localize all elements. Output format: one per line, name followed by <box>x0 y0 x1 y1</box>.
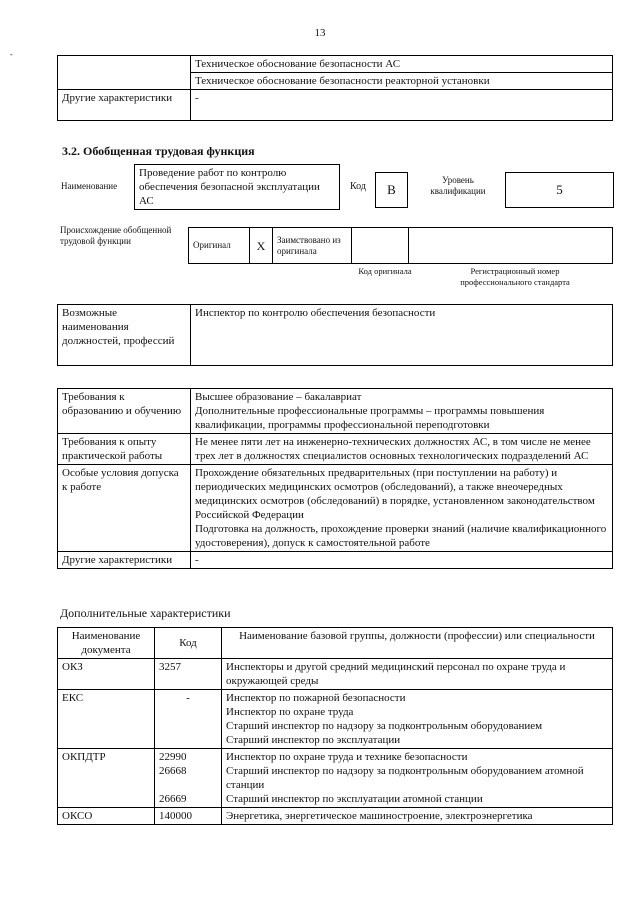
name-cell <box>222 690 613 749</box>
additional-title: Дополнительные характеристики <box>60 606 231 620</box>
name-line: Энергетика, энергетическое машиностроение, электроэнергетика <box>226 810 533 822</box>
requirement-label: Особые условия допуска к работе <box>58 465 191 552</box>
code-cell <box>155 808 222 825</box>
header-code: Код <box>155 628 222 659</box>
name-line: Старший инспектор по эксплуатации <box>226 734 401 746</box>
margin-mark: - <box>10 50 13 59</box>
origin-table <box>188 227 613 264</box>
requirement-line: - <box>195 554 199 566</box>
top-table-cell: Техническое обоснование безопасности АС <box>191 56 613 73</box>
name-line: Старший инспектор по надзору за подконтрольным оборудованием <box>226 720 543 732</box>
name-label: Наименование <box>61 181 118 191</box>
reg-number-caption: Регистрационный номер профессионального стандарта <box>460 266 570 287</box>
name-line: Инспектор по охране труда <box>226 706 354 718</box>
name-cell <box>222 749 613 808</box>
requirements-table <box>57 388 613 569</box>
positions-label: Возможные наименования должностей, профессий <box>58 305 191 366</box>
name-line: Старший инспектор по эксплуатации атомной станции <box>226 793 483 805</box>
top-table-empty-cell <box>58 73 191 90</box>
code-cell <box>155 690 222 749</box>
origin-label: Происхождение обобщенной трудовой функции <box>60 225 172 246</box>
additional-table <box>57 627 613 825</box>
name-value: Проведение работ по контролю обеспечения безопасной эксплуатации АС <box>134 164 340 210</box>
requirement-value <box>191 465 613 552</box>
top-table <box>57 55 613 121</box>
name-line: Старший инспектор по надзору за подконтрольным оборудованием атомной станции <box>226 765 584 791</box>
top-table-empty-cell <box>58 56 191 73</box>
code-line: 26669 <box>159 793 187 805</box>
positions-table <box>57 304 613 366</box>
level-label: Уровень квалификации <box>430 175 486 196</box>
requirement-label: Другие характеристики <box>58 552 191 569</box>
requirement-label: Требования к опыту практической работы <box>58 434 191 465</box>
requirement-line: Прохождение обязательных предварительных (при поступлении на работу) и периодических медицинских осмотров (обследований), а также внеочередных медицинских осмотров (обследований) в порядке, установленном законодательством Российской Федерации <box>195 467 595 521</box>
page-number: 13 <box>314 27 326 39</box>
section-title: 3.2. Обобщенная трудовая функция <box>62 144 255 158</box>
doc-cell: ОКСО <box>58 808 155 825</box>
code-cell <box>155 749 222 808</box>
top-table-cell: - <box>191 90 613 121</box>
header-doc: Наименование документа <box>58 628 155 659</box>
code-line: 3257 <box>159 661 181 673</box>
doc-cell: ЕКС <box>58 690 155 749</box>
name-line: Инспекторы и другой средний медицинский персонал по охране труда и окружающей среды <box>226 661 566 687</box>
requirement-label: Требования к образованию и обучению <box>58 389 191 434</box>
code-line: 140000 <box>159 810 192 822</box>
header-name: Наименование базовой группы, должности (профессии) или специальности <box>222 628 613 659</box>
positions-value: Инспектор по контролю обеспечения безопасности <box>191 305 613 366</box>
code-value: B <box>375 172 408 208</box>
original-label: Оригинал <box>189 228 250 264</box>
requirement-line: Не менее пяти лет на инженерно-технических должностях АС, в том числе не менее трех лет в должностях специалистов основных технологических подразделений АС <box>195 436 591 462</box>
doc-cell: ОКЗ <box>58 659 155 690</box>
requirement-value <box>191 552 613 569</box>
reg-number-cell <box>409 228 613 264</box>
name-cell <box>222 808 613 825</box>
name-line: Инспектор по пожарной безопасности <box>226 692 406 704</box>
requirement-line: Дополнительные профессиональные программы – программы повышения квалификации, программы профессиональной переподготовки <box>195 405 545 431</box>
borrowed-label: Заимствовано из оригинала <box>273 228 352 264</box>
code-original-cell <box>352 228 409 264</box>
code-line: 22990 <box>159 751 187 763</box>
original-mark: X <box>250 228 273 264</box>
doc-cell: ОКПДТР <box>58 749 155 808</box>
top-table-cell: Техническое обоснование безопасности реакторной установки <box>191 73 613 90</box>
code-original-caption: Код оригинала <box>358 266 412 276</box>
requirement-value <box>191 434 613 465</box>
name-line: Инспектор по охране труда и технике безопасности <box>226 751 468 763</box>
code-label: Код <box>350 181 366 192</box>
top-table-label: Другие характеристики <box>58 90 191 121</box>
level-value: 5 <box>505 172 614 208</box>
code-line: - <box>186 692 190 704</box>
code-line <box>159 778 217 792</box>
requirement-line: Подготовка на должность, прохождение проверки знаний (наличие квалификационного удостоверения), допуск к самостоятельной работе <box>195 523 607 549</box>
code-line: 26668 <box>159 765 187 777</box>
requirement-line: Высшее образование – бакалавриат <box>195 391 362 403</box>
code-cell <box>155 659 222 690</box>
name-cell <box>222 659 613 690</box>
requirement-value <box>191 389 613 434</box>
